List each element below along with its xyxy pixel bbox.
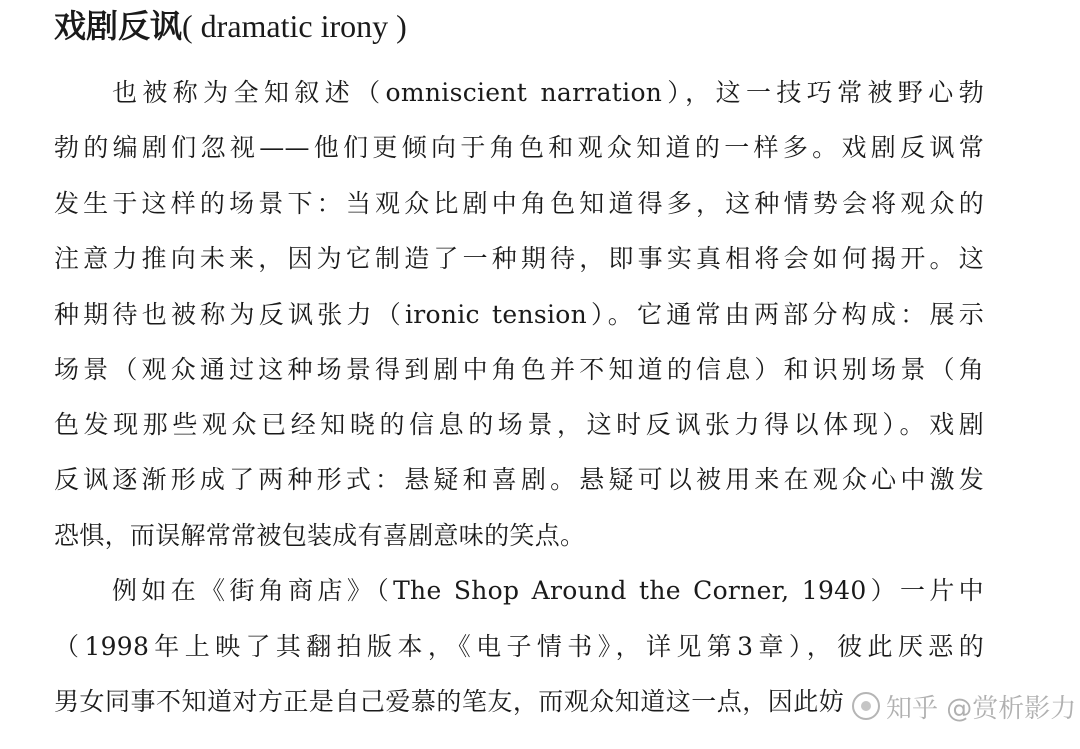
heading-english: ( dramatic irony ) <box>182 8 407 44</box>
paragraph-2-line-2: （1998年上映了其翻拍版本，《电子情书》，详见第3章），彼此厌恶的 <box>54 632 984 661</box>
paragraph-1-line-5: 种期待也被称为反讽张力（ironic tension）。它通常由两部分构成：展示 <box>54 300 984 329</box>
section-heading <box>54 6 407 46</box>
paragraph-1-line-3: 发生于这样的场景下：当观众比剧中角色知道得多，这种情势会将观众的 <box>54 189 984 218</box>
watermark-logo-icon <box>852 692 880 720</box>
watermark-text: 知乎 @赏析影力 <box>886 693 1077 724</box>
paragraph-1-line-4: 注意力推向未来，因为它制造了一种期待，即事实真相将会如何揭开。这 <box>54 244 984 273</box>
paragraph-1-line-9: 恐惧，而误解常常被包装成有喜剧意味的笑点。 <box>54 521 586 550</box>
paragraph-1-line-7: 色发现那些观众已经知晓的信息的场景，这时反讽张力得以体现）。戏剧 <box>54 410 984 439</box>
paragraph-1-line-6: 场景（观众通过这种场景得到剧中角色并不知道的信息）和识别场景（角 <box>54 355 984 384</box>
paragraph-2-line-1: 例如在《街角商店》（The Shop Around the Corner, 1940）一片中 <box>112 576 984 605</box>
heading-chinese: 戏剧反讽 <box>54 7 183 45</box>
paragraph-1-line-1: 也被称为全知叙述（omniscient narration），这一技巧常被野心勃 <box>112 78 984 107</box>
paragraph-2-line-3: 男女同事不知道对方正是自己爱慕的笔友，而观众知道这一点，因此妨 <box>54 687 844 716</box>
paragraph-1-line-8: 反讽逐渐形成了两种形式：悬疑和喜剧。悬疑可以被用来在观众心中激发 <box>54 465 984 494</box>
zhihu-watermark <box>852 686 1076 726</box>
paragraph-1-line-2: 勃的编剧们忽视——他们更倾向于角色和观众知道的一样多。戏剧反讽常 <box>54 133 984 162</box>
